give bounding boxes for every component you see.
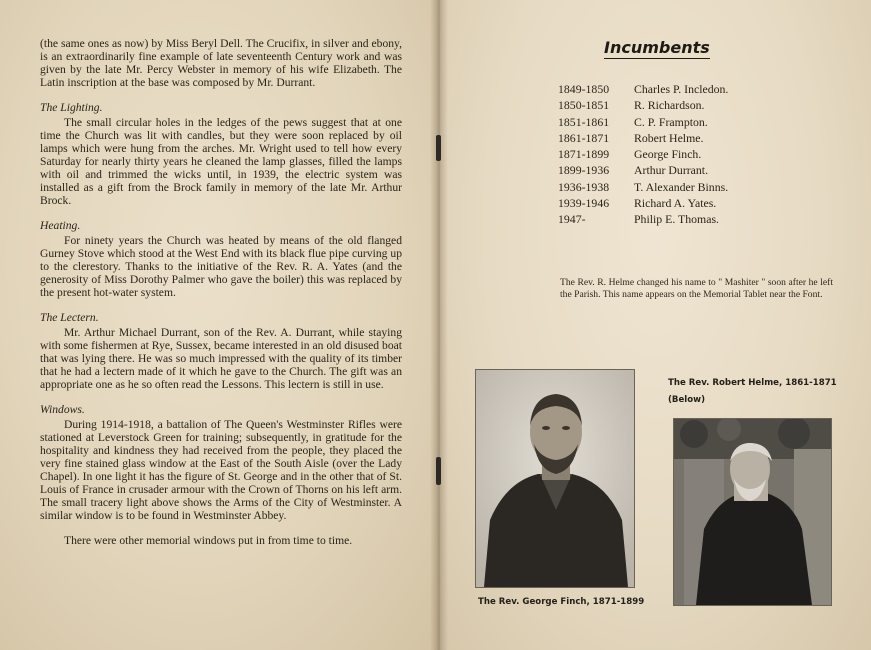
incumbent-name: C. P. Frampton. (634, 114, 708, 129)
heating-heading: Heating. (40, 219, 81, 232)
helme-caption-below: (Below) (668, 395, 706, 405)
helme-name-note: The Rev. R. Helme changed his name to " Mashiter " soon after he left the Parish. This name appears on the Memorial Tablet near the Font. (560, 277, 833, 300)
incumbent-row (558, 147, 818, 163)
incumbent-row (558, 163, 818, 179)
helme-portrait-photo (673, 418, 832, 606)
helme-caption-line: The Rev. Robert Helme, 1861-1871 (668, 378, 837, 388)
helme-caption (668, 375, 838, 409)
intro-paragraph: (the same ones as now) by Miss Beryl Dell. The Crucifix, in silver and ebony, is an extraordinarily fine example of late seventeenth Century work and was given by the late Mr. Percy Webster in memory of his wife Elizabeth. The Latin inscription at the base was composed by Mr. Durrant. (40, 37, 402, 89)
incumbent-name: Philip E. Thomas. (634, 212, 719, 227)
heating-paragraph: For ninety years the Church was heated by means of the old flanged Gurney Stove which stood at the West End with its black flue pipe curving up to the clerestory. Thanks to the initiative of the Rev. R. A. Yates (and the generosity of Miss Dorothy Palmer who gave the boiler) this was replaced by the present hot-water system. (40, 234, 402, 299)
finch-caption: The Rev. George Finch, 1871-1899 (478, 597, 645, 607)
incumbent-name: Robert Helme. (634, 130, 704, 145)
incumbent-name: Richard A. Yates. (634, 196, 717, 211)
windows-heading: Windows. (40, 403, 85, 416)
incumbent-years: 1939-1946 (558, 196, 610, 211)
staple-top (436, 135, 441, 161)
finch-portrait-photo (475, 369, 635, 588)
lighting-paragraph: The small circular holes in the ledges of the pews suggest that at one time the Church was lit with candles, but they were soon replaced by oil lamps which were hung from the arches. Mr. Wright used to tell how every Saturday for nearly thirty years he cleaned the lamp glasses, filled the lamps with oil and trimmed the wicks until, in 1939, the electric system was installed as a gift from the Brock family in memory of the late Mr. Arthur Brock. (40, 116, 402, 207)
book-gutter (430, 0, 448, 650)
lectern-paragraph: Mr. Arthur Michael Durrant, son of the Rev. A. Durrant, while staying with some fishermen at Rye, Sussex, became interested in an old disused boat that was lying there. He was so much impressed with the quality of its timber that he had a lectern made of it which he gave to the Church. The gift was an appropriate one as he so often read the Lessons. This lectern is still in use. (40, 326, 402, 391)
windows-paragraph: During 1914-1918, a battalion of The Queen's Westminster Rifles were stationed at Leverstock Green for training; subsequently, in gratitude for the hospitality and kindness they had received from the people, they placed the very fine stained glass window at the East of the South Aisle (over the Lady Chapel). In one light it has the figure of St. George and in the other that of St. Louis of France in crusader armour with the Crown of Thorns on his left arm. The small tracery light above shows the Arms of the City of Westminster. A similar window is to be found in Westminster Abbey. (40, 418, 402, 522)
incumbent-row (558, 98, 818, 114)
incumbent-row (558, 115, 818, 131)
lighting-heading: The Lighting. (40, 101, 103, 114)
incumbent-years: 1851-1861 (558, 114, 610, 129)
incumbents-title: Incumbents (604, 38, 710, 57)
incumbent-years: 1850-1851 (558, 98, 610, 113)
incumbent-years: 1899-1936 (558, 163, 610, 178)
incumbent-row (558, 180, 818, 196)
incumbent-years: 1936-1938 (558, 179, 610, 194)
incumbent-years: 1849-1850 (558, 82, 610, 96)
incumbent-years: 1861-1871 (558, 130, 610, 145)
incumbent-name: Charles P. Incledon. (634, 82, 729, 96)
left-text-column (40, 37, 402, 547)
finch-portrait-image (476, 370, 634, 587)
incumbent-name: George Finch. (634, 147, 702, 162)
incumbent-name: Arthur Durrant. (634, 163, 709, 178)
lectern-heading: The Lectern. (40, 311, 99, 324)
closing-paragraph: There were other memorial windows put in from time to time. (64, 534, 353, 547)
incumbent-years: 1871-1899 (558, 147, 610, 162)
incumbent-row (558, 196, 818, 212)
incumbent-years: 1947- (558, 212, 586, 227)
incumbent-row (558, 212, 818, 228)
incumbents-list (558, 82, 818, 229)
incumbent-row (558, 131, 818, 147)
helme-portrait-image (674, 419, 831, 605)
staple-bottom (436, 457, 441, 485)
incumbent-name: T. Alexander Binns. (634, 179, 729, 194)
incumbent-row (558, 82, 818, 98)
incumbent-name: R. Richardson. (634, 98, 705, 113)
